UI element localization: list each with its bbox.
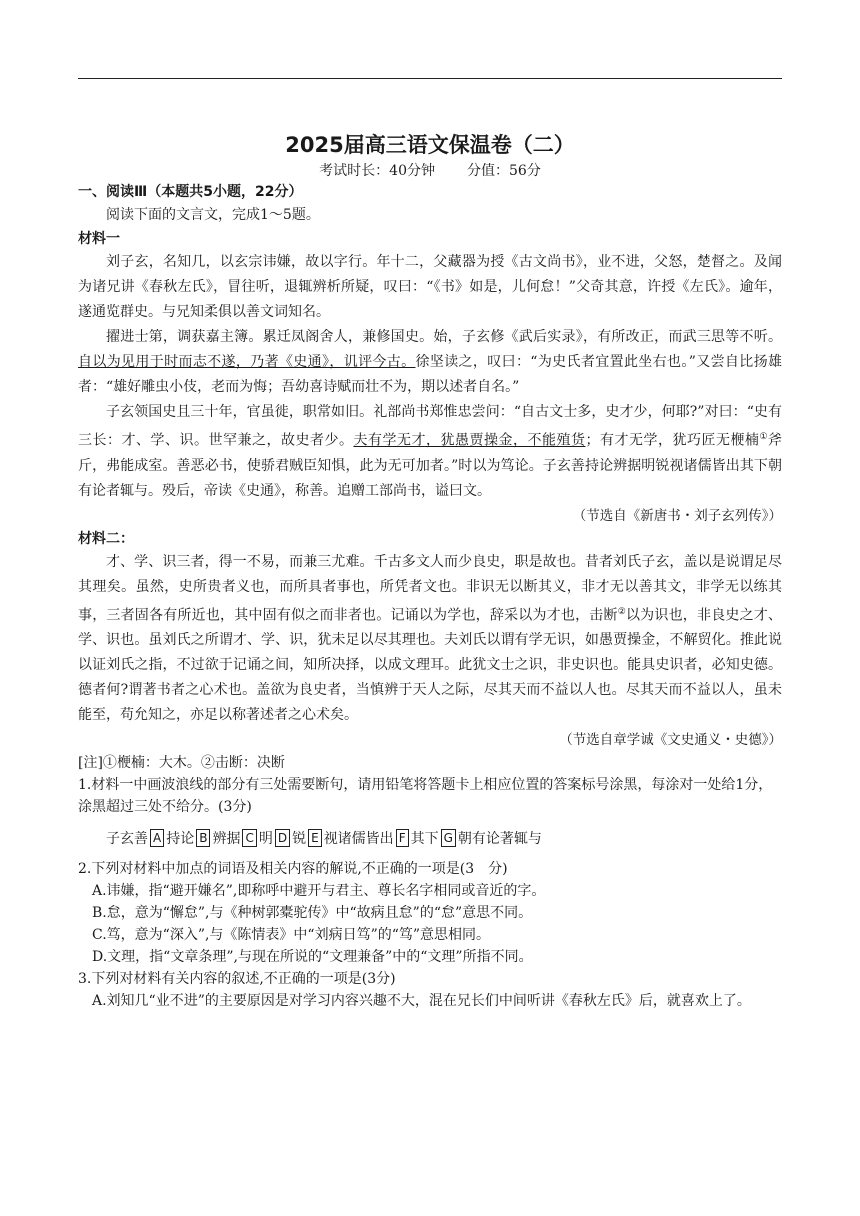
material2-p1-text-b: 以为识也，非良史之才、学、识也。虽刘氏之所谓才、学、识，犹未足以尽其理也。夫刘氏以谓有学无识，如愚贾操金，不解贸化。推此说以证刘氏之指，不过欲于记诵之间，知所决择，以成文理耳。此犹文士之识，非史识也。能具史识者，必知史德。德者何?谓著书者之心术也。盖欲为良史者，当慎辨于天人之际，尽其天而不益以人也。尽其天而不益以人，虽未能至，苟允知之，亦足以称著述者之心术矣。 [78,607,783,724]
material2-label: 材料二： [78,530,134,547]
q1-segment: 其下 [410,831,439,848]
page-title: 2025届高三语文保温卷（二） [285,133,575,157]
material1-p3-text-b: ；有才无学，犹巧匠无楩楠 [585,432,760,449]
q1-label-box[interactable]: F [396,829,409,847]
q1-segment: 锐 [292,831,307,848]
q1-segment: 辨据 [212,831,241,848]
question-3-stem: 3.下列对材料有关内容的叙述,不正确的一项是(3分) [78,971,396,988]
exam-page [78,130,782,1012]
footnote-marker-1: ① [759,432,769,442]
q1-segment: 持论 [166,831,195,848]
material2-source: （节选自章学诚《文史通义・史德》） [559,732,782,749]
material1-p2-text-b: 徐坚读之，叹曰：“为史氏者宜置此坐右也。”又尝自比扬雄者：“雄好雕虫小伎，老而为悔；吾幼喜诗赋而壮不为，期以述者自名。” [78,354,782,395]
material2-paragraph-1 [78,550,782,729]
q1-label-box[interactable]: C [242,829,256,847]
q1-segment: 子玄善 [106,831,148,848]
material1-p2-text-a: 擢进士第，调获嘉主簿。累迁凤阁舍人，兼修国史。始，子玄修《武后实录》，有所改正，而武三思等不听。 [106,329,782,345]
material1-p3-underlined: 夫有学无才，犹愚贾操金，不能殖货 [353,432,586,449]
material1-p3-text-c: 斧斤，弗能成室。善恶必书，使骄君贼臣知惧，此为无可加者。”时以为笃论。子玄善持论辨据明锐视诸儒皆出其下朝有论者辄与。殁后，帝读《史通》，称善。追赠工部尚书，谥曰文。 [78,432,783,499]
exam-meta [78,160,782,182]
section-heading: 一、阅读Ⅲ（本题共5小题，22分） [78,184,303,200]
q1-label-box[interactable]: E [308,829,322,847]
question-2-option-b[interactable]: B.怠，意为“懈怠”,与《种树郭橐驼传》中“故病且怠”的“怠”意思不同。 [92,905,533,922]
q1-segment: 明 [258,831,273,848]
material1-p2-underlined: 自以为见用于时而志不遂，乃著《史通》，讥评今古。 [78,354,416,370]
material1-label: 材料一 [78,231,120,247]
question-1-answer-line [106,824,782,854]
top-rule [78,78,782,79]
q1-segment: 视诸儒皆出 [323,831,394,848]
material1-p3-text-a: 子玄领国史且三十年，官虽徙，职常如旧。礼部尚书郑惟忠尝问：“自古文士多，史才少，何耶?”对曰：“史有三长：才、学、识。世罕兼之，故史者少。 [78,404,782,449]
question-2-stem: 2.下列对材料中加点的词语及相关内容的解说,不正确的一项是(3 分) [78,861,508,878]
question-3-option-a[interactable]: A.刘知几“业不进”的主要原因是对学习内容兴趣不大，混在兄长们中间听讲《春秋左氏》后，就喜欢上了。 [92,993,751,1010]
material1-paragraph-1: 刘子玄，名知几，以玄宗讳嫌，故以字行。年十二，父藏器为授《古文尚书》，业不进，父怒，楚督之。及闻为诸兄讲《春秋左氏》，冒往听，退辄辨析所疑，叹曰：“《书》如是，儿何怠！”父奇其意，许授《左氏》。逾年，遂通览群史。与兄知柔俱以善文词知名。 [78,254,782,320]
material2-p1-text-a: 才、学、识三者，得一不易，而兼三尤难。千古多文人而少良史，职是故也。昔者刘氏子玄，盖以是说谓足尽其理矣。虽然，史所贵者义也，而所具者事也，所凭者文也。非识无以断其义，非才无以善其文，非学无以练其事，三者固各有所近也，其中固有似之而非者也。记诵以为学也，辞采以为才也，击断 [78,553,782,624]
material1-paragraph-3 [78,400,782,504]
q1-segment: 朝有论著辄与 [457,831,542,848]
section-instruction: 阅读下面的文言文，完成1～5题。 [106,207,320,223]
q1-label-box[interactable]: B [196,829,210,847]
q1-label-box[interactable]: A [150,829,164,847]
q1-label-box[interactable]: D [275,829,290,847]
question-2-option-a[interactable]: A.讳嫌，指“避开嫌名”,即称呼中避开与君主、尊长名字相同或音近的字。 [92,883,546,900]
question-1-stem: 1.材料一中画波浪线的部分有三处需要断句，请用铅笔将答题卡上相应位置的答案标号涂黑，每涂对一处给1分，涂黑超过三处不给分。(3分) [78,777,773,816]
footnotes: [注]①楩楠：大木。②击断：决断 [78,755,285,772]
q1-label-box[interactable]: G [441,829,456,847]
footnote-marker-2: ② [617,606,626,617]
question-2-option-d[interactable]: D.文理，指“文章条理”,与现在所说的“文理兼备”中的“文理”所指不同。 [92,949,533,966]
exam-time: 考试时长：40分钟 [319,163,435,179]
question-2-option-c[interactable]: C.笃，意为“深入”,与《陈情表》中“刘病日笃”的“笃”意思相同。 [92,927,491,944]
material1-paragraph-2 [78,325,782,400]
material1-source: （节选自《新唐书・刘子玄列传》） [572,507,782,524]
exam-score: 分值：56分 [467,163,541,179]
